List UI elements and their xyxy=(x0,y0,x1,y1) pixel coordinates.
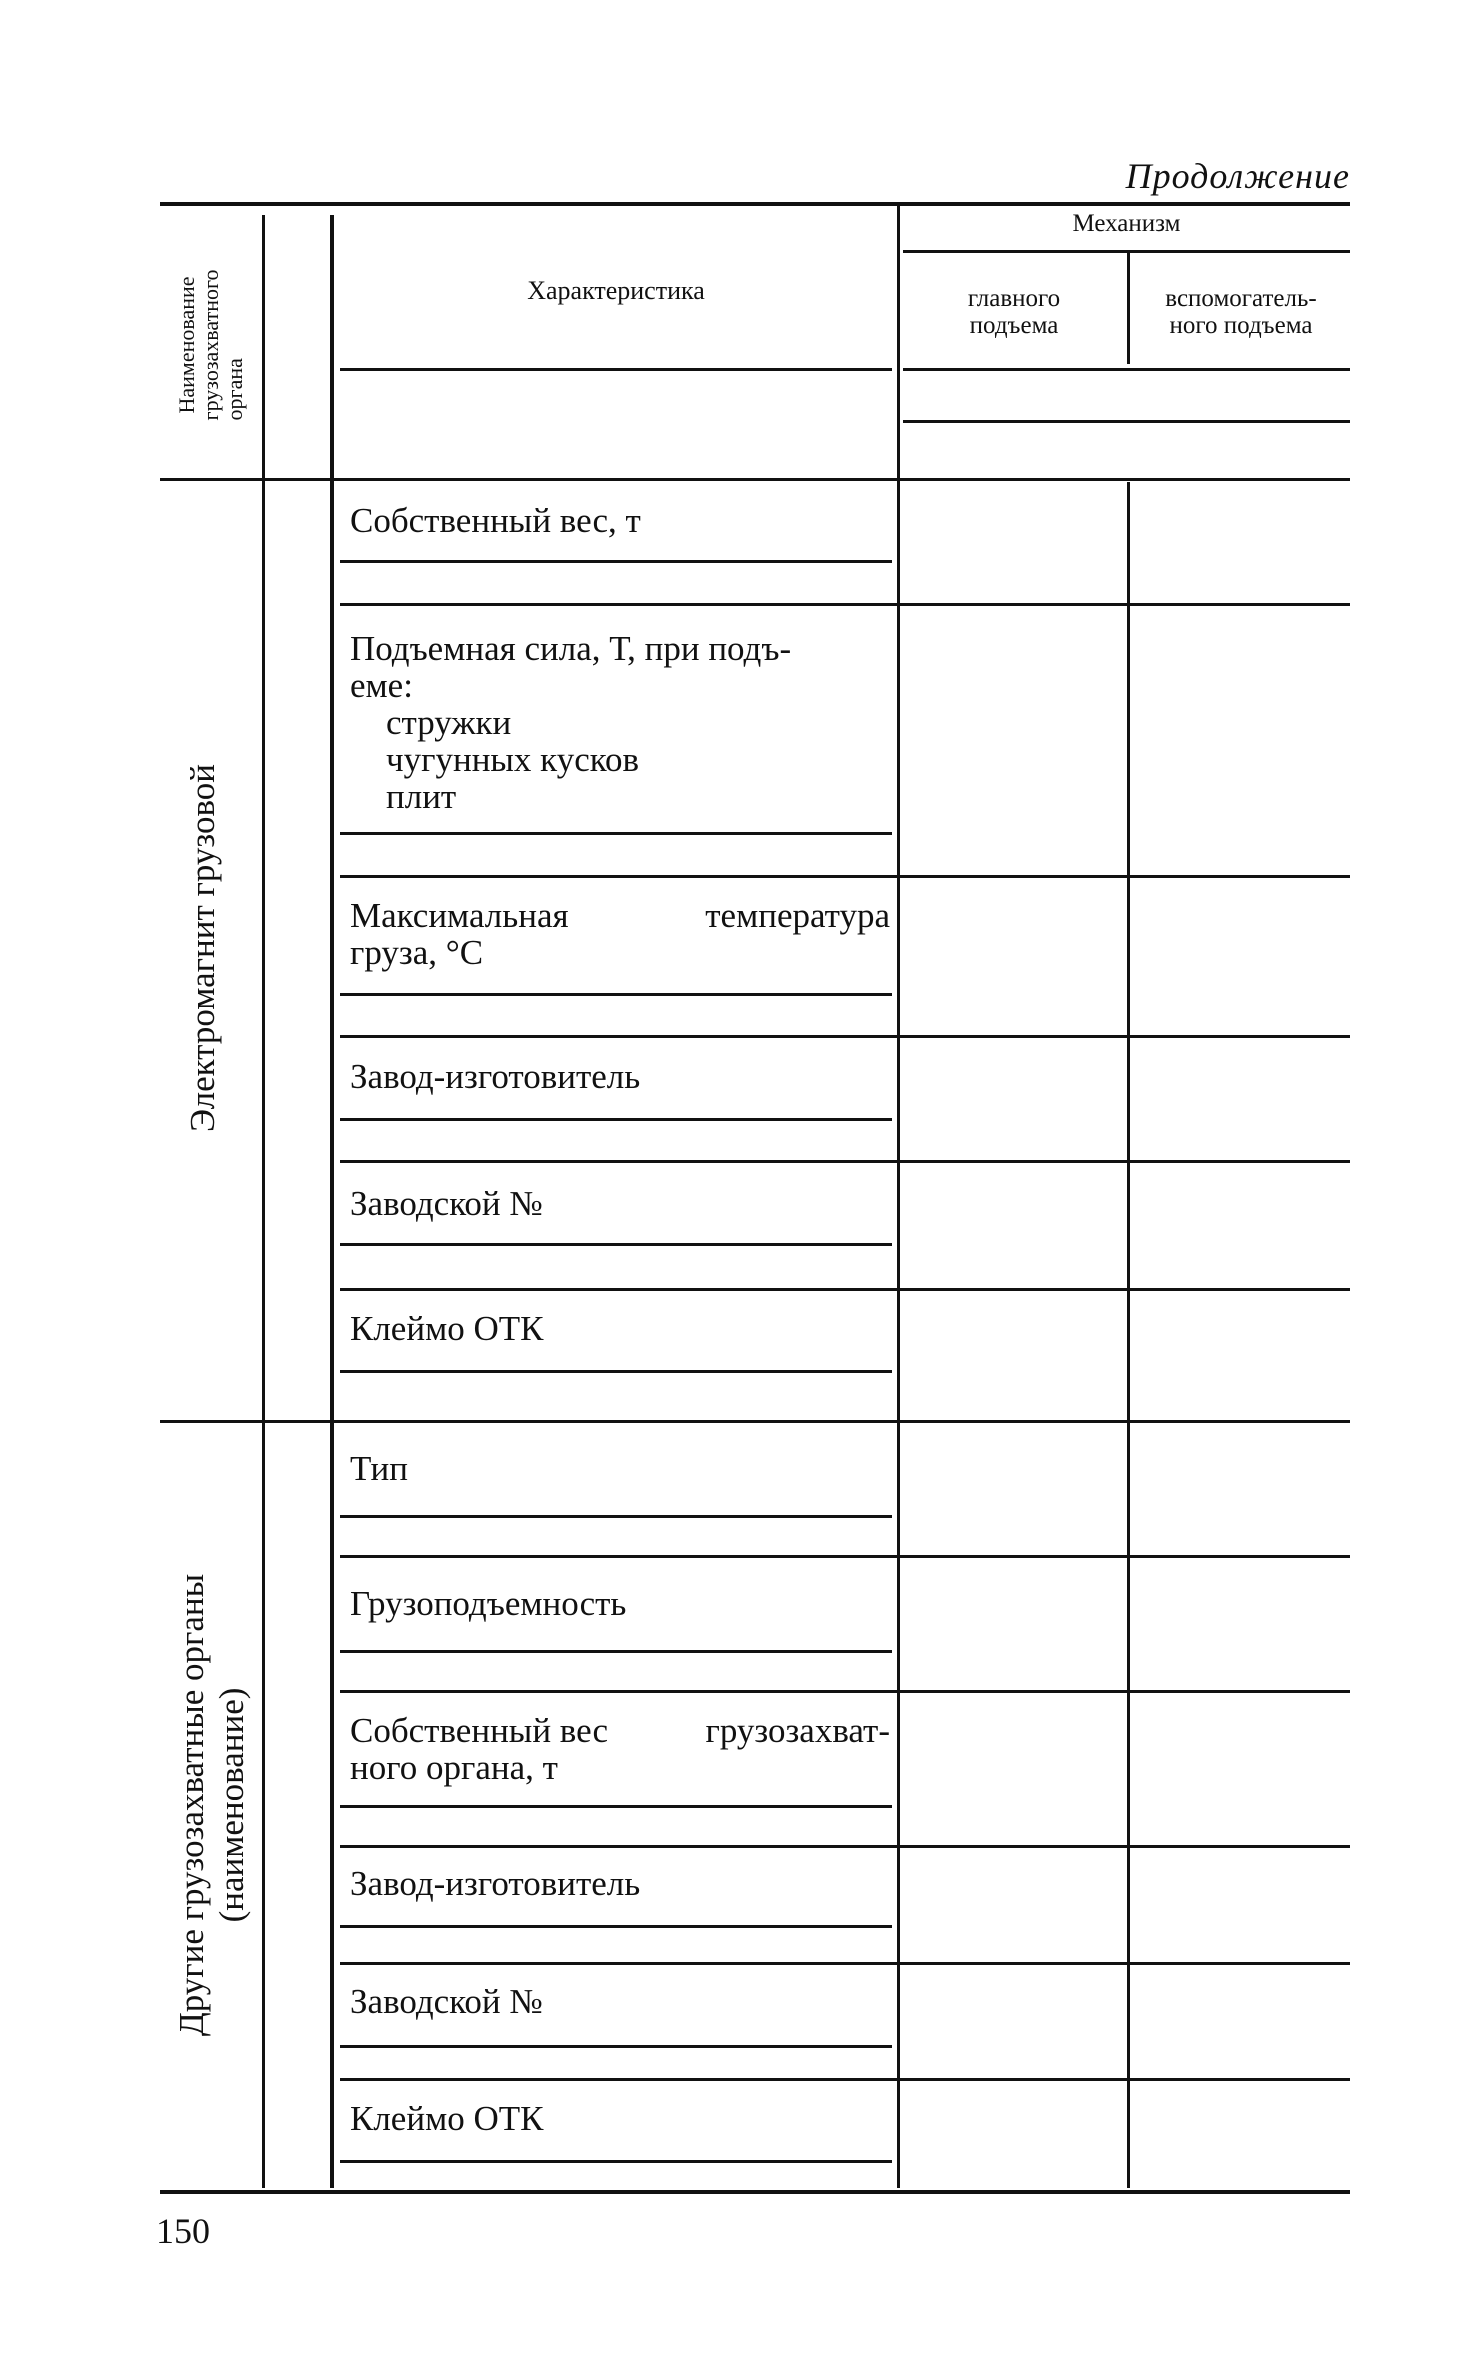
row-serial-number-2: Заводской № xyxy=(350,1982,543,2021)
header-aux-lift: вспомогатель- ного подъема xyxy=(1165,285,1317,339)
header-mechanism: Механизм xyxy=(1072,210,1181,237)
continuation-label: Продолжение xyxy=(1125,156,1350,196)
row-manufacturer: Завод-изготовитель xyxy=(350,1057,641,1096)
header-organ-name: Наименование грузозахватного органа xyxy=(174,269,247,421)
row-max-temperature: Максимальная температура груза, °С xyxy=(350,896,890,972)
group-name-electromagnet: Электромагнит грузовой xyxy=(183,763,222,1133)
row-type: Тип xyxy=(350,1449,408,1488)
header-main-lift: главного подъема xyxy=(967,285,1061,339)
row-manufacturer-2: Завод-изготовитель xyxy=(350,1864,641,1903)
group-name-other-organs: Другие грузозахватные органы (наименование) xyxy=(172,1573,251,2037)
row-otk-stamp-2: Клеймо ОТК xyxy=(350,2099,544,2138)
page-number: 150 xyxy=(156,2211,210,2251)
row-serial-number: Заводской № xyxy=(350,1184,543,1223)
row-organ-own-weight: Собственный вес грузозахват- ного органа, т xyxy=(350,1711,890,1787)
header-characteristic: Характеристика xyxy=(527,276,705,305)
row-lifting-force: Подъемная сила, Т, при подъ- еме: стружки чугунных кусков плит xyxy=(350,629,792,816)
row-capacity: Грузоподъемность xyxy=(350,1584,627,1623)
row-own-weight: Собственный вес, т xyxy=(350,501,641,540)
row-otk-stamp: Клеймо ОТК xyxy=(350,1309,544,1348)
